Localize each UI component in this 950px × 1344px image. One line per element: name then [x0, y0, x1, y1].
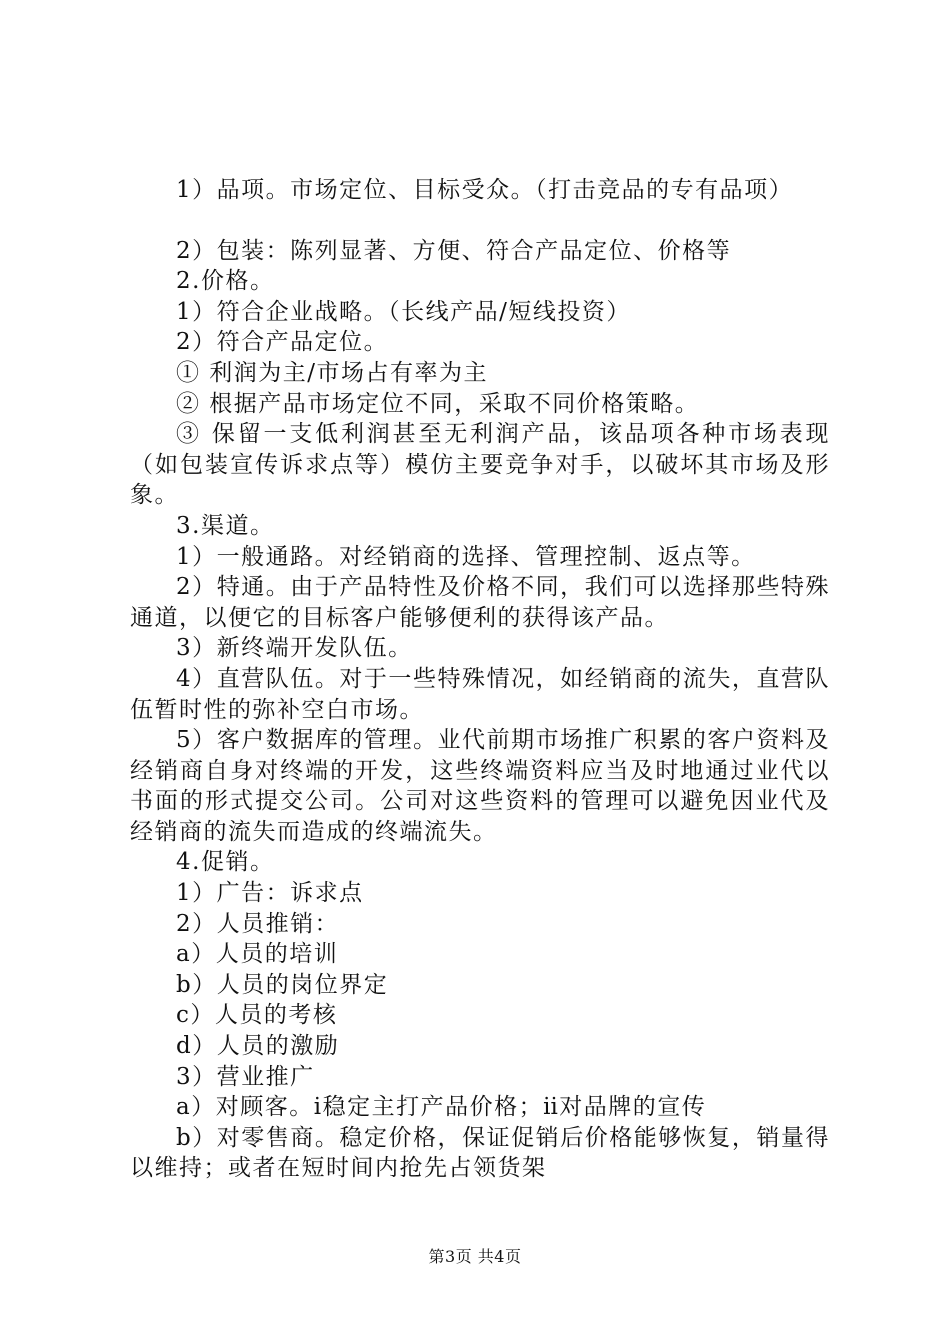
paragraph-customer-database: 5）客户数据库的管理。业代前期市场推广积累的客户资料及经销商自身对终端的开发，这些终端资料应当及时地通过业代以书面的形式提交公司。公司对这些资料的管理可以避免因业代及经销商的流失而造成的终端流失。 [130, 727, 830, 845]
paragraph-role-definition: b）人员的岗位界定 [176, 971, 389, 998]
paragraph-strategy: 1）符合企业战略。（长线产品/短线投资） [176, 298, 631, 325]
page-number-footer: 第3页 共4页 [428, 1247, 522, 1266]
paragraph-sales-promotion: 3）营业推广 [176, 1063, 315, 1090]
paragraph-price-strategy: ② 根据产品市场定位不同，采取不同价格策略。 [176, 390, 700, 417]
paragraph-retailers: b）对零售商。稳定价格，保证促销后价格能够恢复，销量得以维持；或者在短时间内抢先占领货架 [130, 1124, 830, 1182]
paragraph-positioning: 2）符合产品定位。 [176, 329, 389, 356]
paragraph-assessment: c）人员的考核 [176, 1002, 338, 1029]
document-body [130, 175, 830, 1184]
paragraph-packaging: 2）包装：陈列显著、方便、符合产品定位、价格等 [176, 237, 732, 264]
section-heading-promotion: 4.促销。 [176, 849, 275, 876]
paragraph-new-terminal-team: 3）新终端开发队伍。 [176, 635, 413, 662]
paragraph-profit-share: ① 利润为主/市场占有率为主 [176, 359, 489, 386]
paragraph-low-profit-product: ③ 保留一支低利润甚至无利润产品，该品项各种市场表现（如包装宣传诉求点等）模仿主要竞争对手，以破坏其市场及形象。 [130, 421, 830, 509]
paragraph-customers: a）对顾客。ⅰ稳定主打产品价格；ⅱ对品牌的宣传 [176, 1094, 707, 1121]
paragraph-item-product: 1）品项。市场定位、目标受众。（打击竞品的专有品项） [176, 177, 794, 203]
paragraph-special-channel: 2）特通。由于产品特性及价格不同，我们可以选择那些特殊通道，以便它的目标客户能够便利的获得该产品。 [130, 574, 830, 631]
section-heading-price: 2.价格。 [176, 268, 275, 295]
paragraph-incentive: d）人员的激励 [176, 1033, 340, 1060]
paragraph-training: a）人员的培训 [176, 941, 339, 968]
paragraph-general-channel: 1）一般通路。对经销商的选择、管理控制、返点等。 [176, 543, 756, 570]
paragraph-direct-team: 4）直营队伍。对于一些特殊情况，如经销商的流失，直营队伍暂时性的弥补空白市场。 [130, 665, 830, 723]
paragraph-personal-selling: 2）人员推销： [176, 910, 340, 937]
paragraph-advertising: 1）广告：诉求点 [176, 880, 364, 907]
section-heading-channel: 3.渠道。 [176, 512, 275, 539]
